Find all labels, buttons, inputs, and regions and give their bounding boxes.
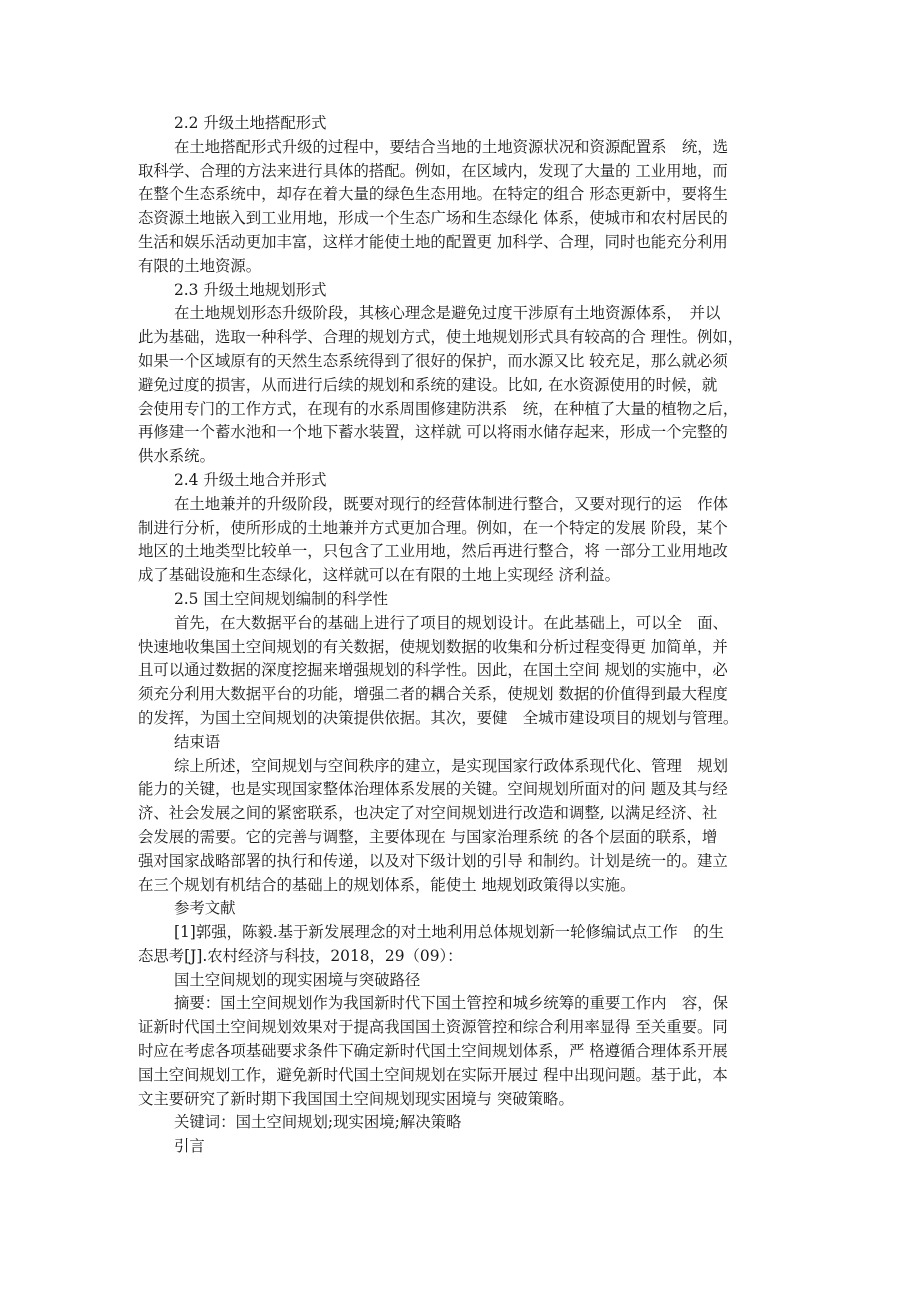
paragraph-line: 态资源土地嵌入到工业用地，形成一个生态广场和生态绿化 体系，使城市和农村居民的 [138, 209, 728, 228]
paragraph-line: 在整个生态系统中，却存在着大量的绿色生态用地。在特定的组合 形态更新中，要将生 [138, 185, 728, 204]
paragraph-line: 快速地收集国土空间规划的有关数据，使规划数据的收集和分析过程变得更 加简单，并 [138, 637, 728, 656]
paragraph-line: 再修建一个蓄水池和一个地下蓄水装置，这样就 可以将雨水储存起来，形成一个完整的 [138, 423, 728, 442]
paragraph-line: 首先，在大数据平台的基础上进行了项目的规划设计。在此基础上，可以全 面、 [174, 613, 729, 632]
abstract-line: 摘要：国土空间规划作为我国新时代下国土管控和城乡统筹的重要工作内 容，保 [174, 994, 729, 1013]
paragraph-line: 强对国家战略部署的执行和传递，以及对下级计划的引导 和制约。计划是统一的。建立 [138, 851, 728, 870]
paragraph-line: 能力的关键，也是实现国家整体治理体系发展的关键。空间规划所面对的问 题及其与经 [138, 780, 728, 799]
reference-line: [1]郭强，陈毅.基于新发展理念的对土地利用总体规划新一轮修编试点工作 的生 [174, 923, 724, 942]
paragraph-line: 避免过度的损害，从而进行后续的规划和系统的建设。比如, 在水资源使用的时候，就 [138, 375, 718, 394]
section-heading-references: 参考文献 [174, 899, 236, 918]
paragraph-line: 在土地兼并的升级阶段，既要对现行的经营体制进行整合，又要对现行的运 作体 [174, 494, 729, 513]
paragraph-line: 如果一个区域原有的天然生态系统得到了很好的保护，而水源又比 较充足，那么就必须 [138, 351, 728, 370]
paragraph-line: 济、社会发展之间的紧密联系，也决定了对空间规划进行改造和调整, 以满足经济、社 [138, 804, 718, 823]
paragraph-line: 且可以通过数据的深度挖掘来增强规划的科学性。因此，在国土空间 规划的实施中，必 [138, 661, 728, 680]
paragraph-line: 生活和娱乐活动更加丰富，这样才能使土地的配置更 加科学、合理，同时也能充分利用 [138, 232, 728, 251]
article-title: 国土空间规划的现实困境与突破路径 [174, 970, 421, 989]
paragraph-line: 会发展的需要。它的完善与调整，主要体现在 与国家治理系统 的各个层面的联系，增 [138, 827, 718, 846]
paragraph-line: 须充分利用大数据平台的功能，增强二者的耦合关系，使规划 数据的价值得到最大程度 [138, 685, 728, 704]
section-heading-conclusion: 结束语 [174, 732, 221, 751]
paragraph-line: 的发挥，为国土空间规划的决策提供依据。其次，要健 全城市建设项目的规划与管理。 [138, 708, 739, 727]
abstract-line: 时应在考虑各项基础要求条件下确定新时代国土空间规划体系，严 格遵循合理体系开展 [138, 1042, 728, 1061]
paragraph-line: 取科学、合理的方法来进行具体的搭配。例如，在区域内，发现了大量的 工业用地，而 [138, 161, 728, 180]
paragraph-line: 在三个规划有机结合的基础上的规划体系，能使土 地规划政策得以实施。 [138, 875, 636, 894]
reference-line: 态思考[J].农村经济与科技，2018，29（09）： [138, 946, 463, 965]
section-heading-2-3: 2.3 升级土地规划形式 [174, 280, 327, 299]
abstract-line: 证新时代国土空间规划效果对于提高我国国土资源管控和综合利用率显得 至关重要。同 [138, 1018, 728, 1037]
paragraph-line: 在土地搭配形式升级的过程中，要结合当地的土地资源状况和资源配置系 统，选 [174, 137, 729, 156]
section-heading-2-2: 2.2 升级土地搭配形式 [174, 114, 327, 132]
paragraph-line: 成了基础设施和生态绿化，这样就可以在有限的土地上实现经 济利益。 [138, 566, 621, 585]
section-heading-2-4: 2.4 升级土地合并形式 [174, 470, 327, 489]
abstract-line: 文主要研究了新时期下我国国土空间规划现实困境与 突破策略。 [138, 1089, 574, 1108]
paragraph-line: 综上所述，空间规划与空间秩序的建立，是实现国家行政体系现代化、管理 规划 [174, 756, 729, 775]
paragraph-line: 会使用专门的工作方式，在现有的水系周围修建防洪系 统，在种植了大量的植物之后， [138, 399, 739, 418]
paragraph-line: 此为基础，选取一种科学、合理的规划方式，使土地规划形式具有较高的合 理性。例如， [138, 328, 744, 347]
section-heading-intro: 引言 [174, 1137, 205, 1156]
keywords-line: 关键词：国土空间规划;现实困境;解决策略 [174, 1113, 462, 1132]
paragraph-line: 供水系统。 [138, 447, 215, 466]
paragraph-line: 有限的土地资源。 [138, 256, 262, 275]
document-page [138, 112, 778, 1159]
section-heading-2-5: 2.5 国土空间规划编制的科学性 [174, 589, 389, 608]
paragraph-line: 制进行分析，使所形成的土地兼并方式更加合理。例如，在一个特定的发展 阶段，某个 [138, 518, 728, 537]
abstract-line: 国土空间规划工作，避免新时代国土空间规划在实际开展过 程中出现问题。基于此，本 [138, 1065, 728, 1084]
paragraph-line: 地区的土地类型比较单一，只包含了工业用地，然后再进行整合，将 一部分工业用地改 [138, 542, 728, 561]
paragraph-line: 在土地规划形态升级阶段，其核心理念是避免过度干涉原有土地资源体系， 并以 [174, 304, 721, 323]
